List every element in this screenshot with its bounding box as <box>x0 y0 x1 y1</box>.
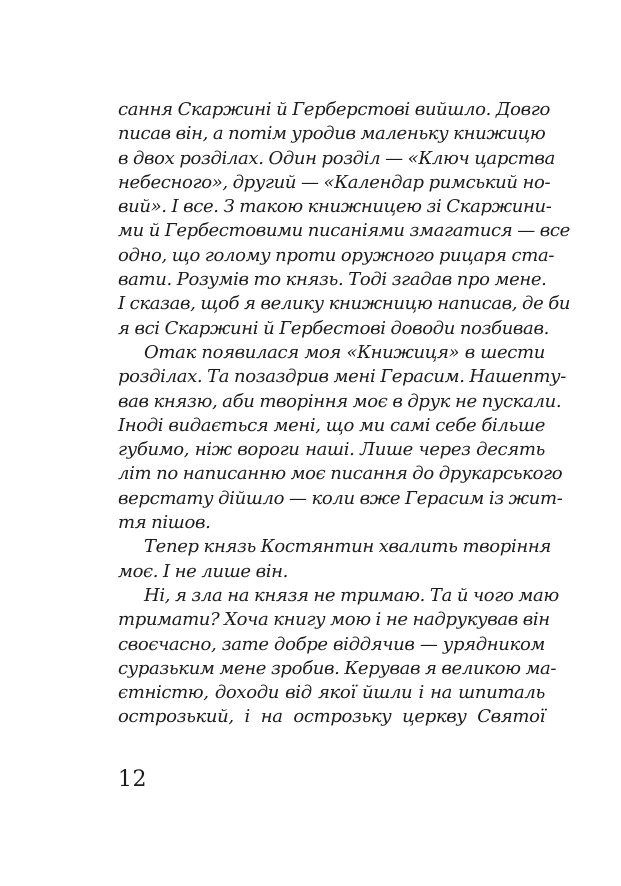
text-line: моє. І не лише він. <box>118 560 288 582</box>
text-line: тримати? Хоча книгу мою і не надрукував він <box>118 609 550 631</box>
text-line: вий». І все. З такою книжницею зі Скаржини- <box>118 196 552 218</box>
text-line: одно, що голому проти оружного рицаря ста- <box>118 244 555 266</box>
text-line: І сказав, щоб я велику книжницю написав, де би <box>118 293 571 315</box>
text-line: губимо, ніж вороги наші. Лише через десять <box>118 439 545 461</box>
text-line: я всі Скаржині й Гербестові доводи позбивав. <box>118 317 549 339</box>
text-line: своєчасно, зате добре віддячив — урядником <box>118 633 545 655</box>
text-line: Іноді видається мені, що ми самі себе більше <box>118 414 545 436</box>
body-text <box>118 98 571 730</box>
text-line: острозький, і на острозьку церкву Святої <box>118 706 545 728</box>
text-line: тя пішов. <box>118 512 211 534</box>
text-line: Ні, я зла на князя не тримаю. Та й чого маю <box>144 584 559 606</box>
text-line: верстату дійшло — коли вже Герасим із жит- <box>118 487 563 509</box>
text-line: ми й Гербестовими писаніями змагатися — все <box>118 220 570 242</box>
text-line: в двох розділах. Один розділ — «Ключ царства <box>118 147 555 169</box>
text-line: суразьким мене зробив. Керував я великою ма- <box>118 657 557 679</box>
text-line: вати. Розумів то князь. Тоді згадав про мене. <box>118 269 547 291</box>
text-line: сання Скаржині й Герберстові вийшло. Довго <box>118 99 550 120</box>
page-number: 12 <box>118 767 147 792</box>
text-line: вав князю, аби творіння моє в друк не пускали. <box>118 390 562 412</box>
text-line: єтністю, доходи від якої йшли і на шпиталь <box>118 682 545 704</box>
text-line: Отак появилася моя «Книжиця» в шести <box>144 341 545 363</box>
text-line: писав він, а потім уродив маленьку книжицю <box>118 123 546 145</box>
text-line: Тепер князь Костянтин хвалить творіння <box>144 536 551 558</box>
text-line: розділах. Та позаздрив мені Герасим. Нашепту- <box>118 366 566 388</box>
text-line: небесного», другий — «Календар римський но- <box>118 171 551 193</box>
text-line: літ по написанню моє писання до друкарського <box>118 463 563 485</box>
